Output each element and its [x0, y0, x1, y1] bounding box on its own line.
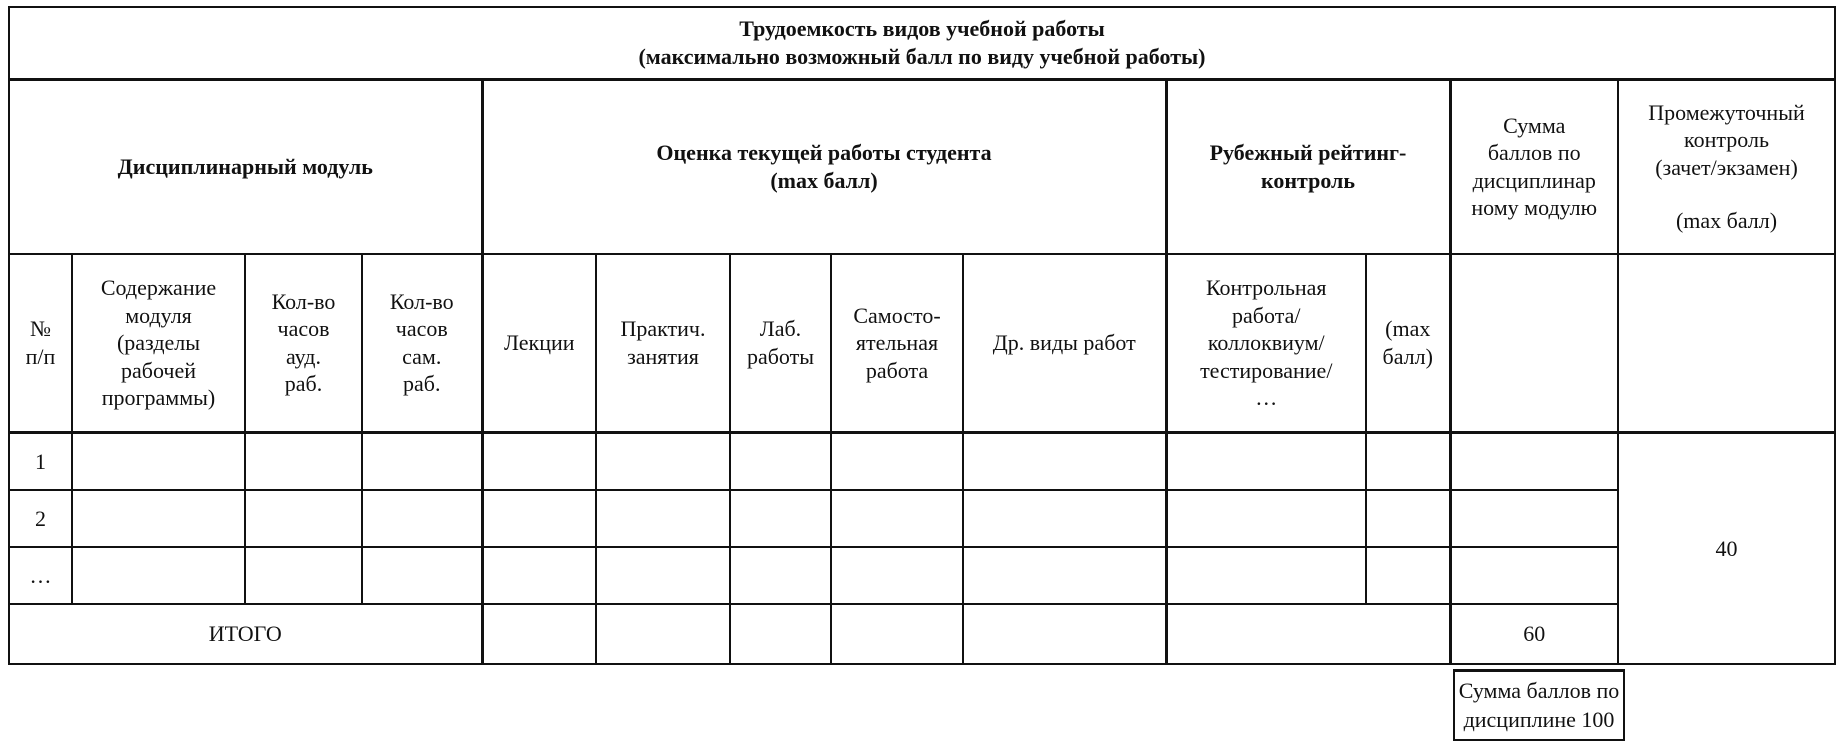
group-sum-line4: ному модулю	[1471, 195, 1598, 221]
table-cell	[730, 547, 831, 604]
col-maxball-line2: балл)	[1382, 343, 1433, 369]
workload-table	[8, 6, 1836, 665]
table-cell	[963, 432, 1166, 490]
table-cell	[1450, 432, 1618, 490]
table-cell	[596, 490, 730, 547]
table-cell	[1166, 547, 1366, 604]
col-control-line3: коллоквиум/	[1207, 330, 1325, 355]
total-cell	[831, 604, 963, 664]
col-aud-line4: раб.	[284, 371, 323, 397]
col-practical	[596, 254, 730, 432]
table-cell	[831, 432, 963, 490]
group-interim-line2: контроль	[1684, 127, 1769, 153]
table-cell	[72, 490, 245, 547]
row-number: 1	[9, 432, 72, 490]
col-lab-line2: работы	[746, 343, 815, 369]
row-number: …	[9, 547, 72, 604]
col-maxball-line1: (max	[1385, 316, 1431, 342]
table-cell	[1166, 490, 1366, 547]
group-discipline-module: Дисциплинарный модуль	[9, 79, 482, 254]
col-interim-empty	[1618, 254, 1835, 432]
table-cell	[1366, 432, 1450, 490]
table-cell	[963, 547, 1166, 604]
total-cell	[730, 604, 831, 664]
table-cell	[1166, 432, 1366, 490]
discipline-total-line1: Сумма баллов по	[1458, 677, 1620, 703]
col-content	[72, 254, 245, 432]
table-cell	[482, 490, 596, 547]
table-cell	[362, 490, 482, 547]
group-current-work	[482, 79, 1166, 254]
col-self-line1: Кол-во	[389, 288, 454, 314]
col-self-hours	[362, 254, 482, 432]
group-milestone-line2: контроль	[1260, 167, 1356, 193]
total-cell	[482, 604, 596, 664]
col-practical-line1: Практич.	[620, 316, 706, 342]
module-sum-total: 60	[1450, 604, 1618, 664]
col-number-line2: п/п	[25, 343, 56, 369]
group-interim-line3: (зачет/экзамен)	[1655, 154, 1798, 180]
col-lectures: Лекции	[482, 254, 596, 432]
col-self-line3: сам.	[402, 343, 442, 369]
table-cell	[72, 547, 245, 604]
col-aud-hours	[245, 254, 362, 432]
group-sum-line1: Сумма	[1503, 112, 1566, 138]
group-interim-line4: (max балл)	[1675, 208, 1778, 234]
table-cell	[245, 490, 362, 547]
col-content-line3: (разделы	[116, 330, 201, 355]
col-max-ball	[1366, 254, 1450, 432]
table-cell	[362, 432, 482, 490]
col-content-line4: рабочей	[121, 357, 196, 383]
group-milestone-control	[1166, 79, 1450, 254]
total-cell	[963, 604, 1166, 664]
group-current-work-line2: (max балл)	[770, 167, 878, 193]
group-current-work-line1: Оценка текущей работы студента	[656, 140, 992, 166]
table-cell	[963, 490, 1166, 547]
col-number-line1: №	[30, 316, 51, 342]
table-cell	[245, 547, 362, 604]
col-number	[9, 254, 72, 432]
table-cell	[362, 547, 482, 604]
table-cell	[1366, 547, 1450, 604]
col-aud-line3: ауд.	[286, 343, 321, 369]
group-module-sum	[1450, 79, 1618, 254]
table-cell	[596, 547, 730, 604]
col-sum-empty	[1450, 254, 1618, 432]
table-title-line1: Трудоемкость видов учебной работы	[739, 16, 1105, 42]
group-sum-line2: баллов по	[1487, 140, 1581, 166]
col-aud-line1: Кол-во	[271, 288, 336, 314]
col-control-line4: тестирование/	[1200, 357, 1333, 383]
table-cell	[831, 547, 963, 604]
col-indep-line2: ятельная	[855, 330, 939, 355]
group-milestone-line1: Рубежный рейтинг-	[1209, 140, 1407, 166]
col-indep-line3: работа	[865, 357, 929, 383]
col-lab	[730, 254, 831, 432]
total-label: ИТОГО	[9, 604, 482, 664]
col-self-line2: часов	[395, 316, 448, 342]
table-title	[9, 7, 1835, 79]
total-cell	[596, 604, 730, 664]
col-control-line2: работа/	[1232, 302, 1301, 328]
table-cell	[831, 490, 963, 547]
col-other: Др. виды работ	[963, 254, 1166, 432]
table-cell	[1450, 490, 1618, 547]
interim-control-value: 40	[1618, 432, 1835, 664]
col-independent	[831, 254, 963, 432]
col-control-line1: Контрольная	[1205, 275, 1327, 300]
table-cell	[1366, 490, 1450, 547]
col-control-line5: …	[1255, 385, 1278, 410]
group-interim-line1: Промежуточный	[1648, 99, 1805, 125]
table-cell	[482, 432, 596, 490]
col-practical-line2: занятия	[627, 343, 699, 369]
col-aud-line2: часов	[277, 316, 330, 342]
table-title-line2: (максимально возможный балл по виду учебной работы)	[638, 43, 1206, 69]
discipline-total-line2: дисциплине 100	[1463, 706, 1615, 732]
row-number: 2	[9, 490, 72, 547]
discipline-total-note	[1453, 669, 1625, 741]
table-cell	[730, 490, 831, 547]
group-sum-line3: дисциплинар	[1472, 167, 1596, 193]
col-content-line1: Содержание	[100, 275, 217, 300]
table-cell	[482, 547, 596, 604]
total-cell	[1166, 604, 1450, 664]
table-cell	[730, 432, 831, 490]
col-self-line4: раб.	[403, 371, 441, 397]
table-cell	[245, 432, 362, 490]
col-lab-line1: Лаб.	[759, 316, 802, 342]
col-content-line5: программы)	[101, 385, 216, 410]
table-cell	[596, 432, 730, 490]
table-cell	[72, 432, 245, 490]
col-control-work	[1166, 254, 1366, 432]
col-indep-line1: Самосто-	[853, 302, 941, 328]
col-content-line2: модуля	[125, 302, 192, 328]
table-cell	[1450, 547, 1618, 604]
group-interim-control	[1618, 79, 1835, 254]
